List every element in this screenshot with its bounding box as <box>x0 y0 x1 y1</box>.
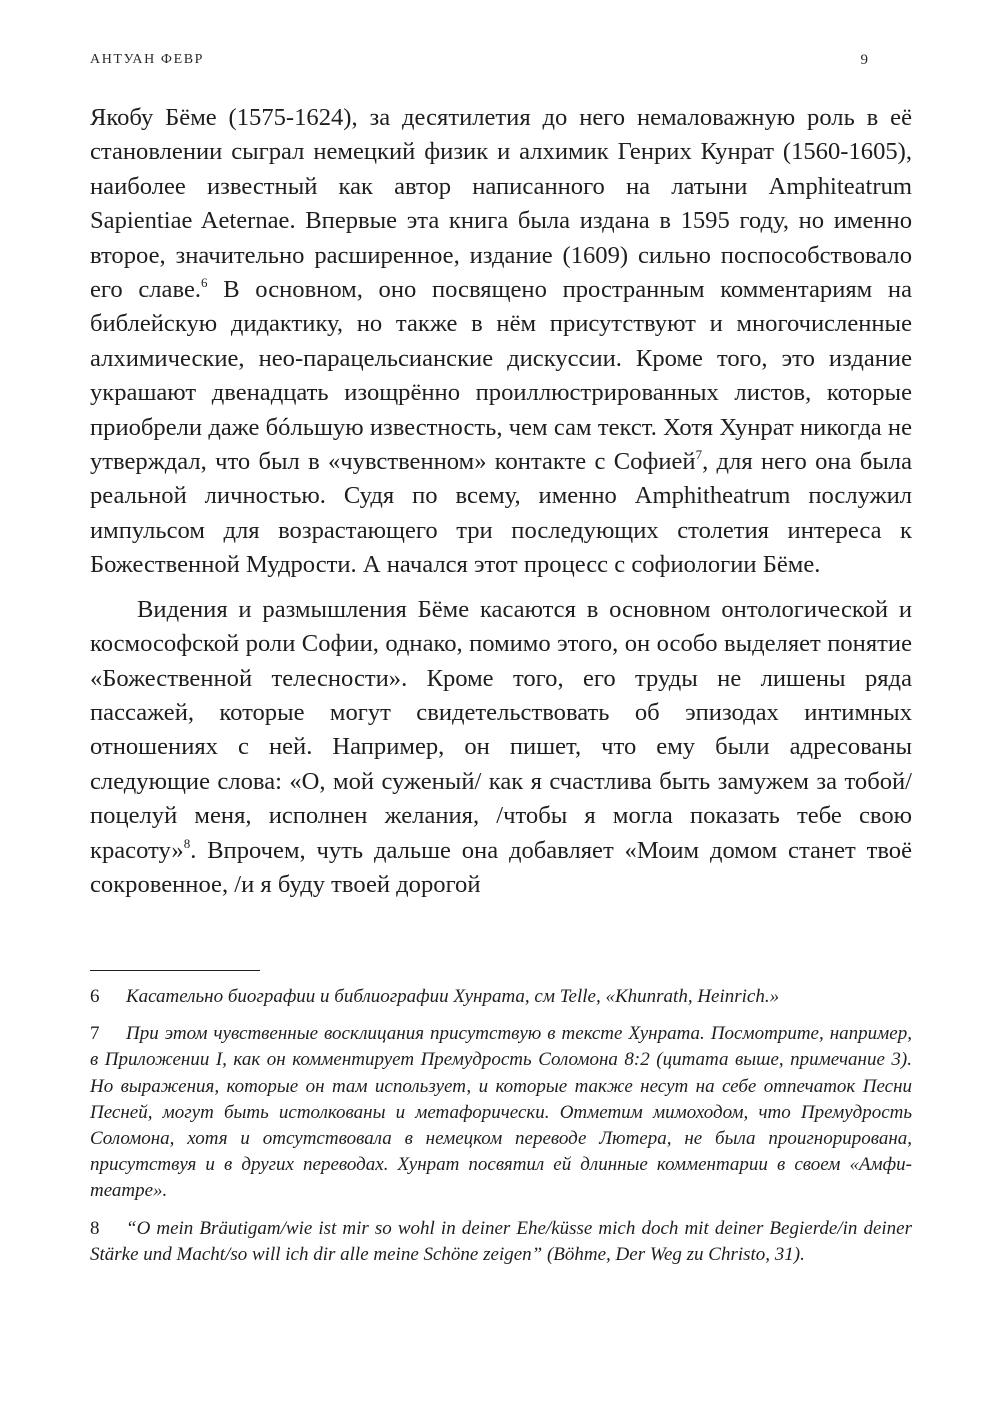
footnote-number: 6 <box>90 986 100 1007</box>
footnote-text: “O mein Bräutigam/wie ist mir so wohl in deiner Ehe/küsse mich doch mit deiner Begierde/in deiner Stärke und Macht/so will ich dir alle meine Schöne zeigen” (Böhme, Der Weg zu Christo, 31). <box>90 1217 912 1265</box>
paragraph-1-part-1: Якобу Бёме (1575-1624), за десятилетия до него немаловажную роль в её становлении сыграл немецкий физик и алхимик Генрих Кунрат (1560-1605), наиболее известный как автор написанного на латыни Amphiteatrum Sapientiae Aeternae. Впервые эта книга была издана в 1595 году, но именно второе, значительно расширенное, издание (1609) сильно поспособствовало его славе. <box>90 104 912 304</box>
paragraph-2 <box>90 593 912 903</box>
book-page <box>90 0 912 1418</box>
footnote-ref-7[interactable]: 7 <box>695 447 703 463</box>
footnote-text: Касательно биографии и библиографии Хунрата, см Telle, «Khunrath, Heinrich.» <box>126 986 780 1007</box>
paragraph-1 <box>90 101 912 583</box>
footnote-text: При этом чувственные восклицания присутствую в тексте Хунрата. Посмотрите, например, в Приложении I, как он комментирует Премудрость Соломона 8:2 (цитата выше, примечание 3). Но выражения, которые он там использует, и которые также несут на себе отпечаток Песни Песней, могут быть истолкованы и метафорически. Отметим мимоходом, что Премудрость Соломона, хотя и отсутствовала в немецком переводе Лютера, не была проигнорирована, присутствуя и в других переводах. Хунрат посвятил ей длинные комментарии в своем «Амфитеатре». <box>90 1023 912 1202</box>
paragraph-2-part-2: . Впрочем, чуть дальше она добавляет «Моим домом станет твоё сокровенное, /и я буду твоей дорогой <box>90 836 912 898</box>
paragraph-2-part-1: Видения и размышления Бёме касаются в основном онтологической и космософской роли Софии, однако, помимо этого, он особо выделяет понятие «Божественной телесности». Кроме того, его труды не лишены ряда пассажей, которые могут свидетельствовать об эпизодах интимных отношениях с ней. Например, он пишет, что ему были адресованы следующие слова: «О, мой суженый/ как я счастлива быть замужем за тобой/ поцелуй меня, исполнен желания, /чтобы я могла показать тебе свою красоту» <box>90 595 912 864</box>
footnote-divider <box>90 970 260 971</box>
running-head-author: АНТУАН ФЕВР <box>90 52 205 67</box>
paragraph-1-part-2: В основном, оно посвящено пространным комментариям на библейскую дидактику, но также в нём присутствуют и многочисленные алхимические, нео-парацельсианские дискуссии. Кроме того, это издание украшают двенадцать изощрённо проиллюстрированных листов, которые приобрели даже бóльшую известность, чем сам текст. Хотя Хунрат никогда не утверждал, что был в «чувственном» контакте с Софией <box>90 276 912 476</box>
paragraph-1-part-3: , для него она была реальной личностью. Судя по всему, именно Amphitheatrum послужил импульсом для возрастающего три последующих столетия интереса к Божественной Мудрости. А начался этот процесс с софиологии Бёме. <box>90 448 912 579</box>
page-number: 9 <box>860 52 868 68</box>
footnotes <box>90 984 912 1279</box>
footnote-8 <box>90 1216 912 1268</box>
footnote-7 <box>90 1021 912 1204</box>
footnote-ref-8[interactable]: 8 <box>183 835 191 851</box>
running-head <box>90 52 912 72</box>
footnote-number: 8 <box>90 1217 100 1239</box>
footnote-ref-6[interactable]: 6 <box>201 275 208 291</box>
footnote-6 <box>90 984 912 1010</box>
body-text <box>90 101 912 902</box>
footnote-number: 7 <box>90 1023 100 1045</box>
